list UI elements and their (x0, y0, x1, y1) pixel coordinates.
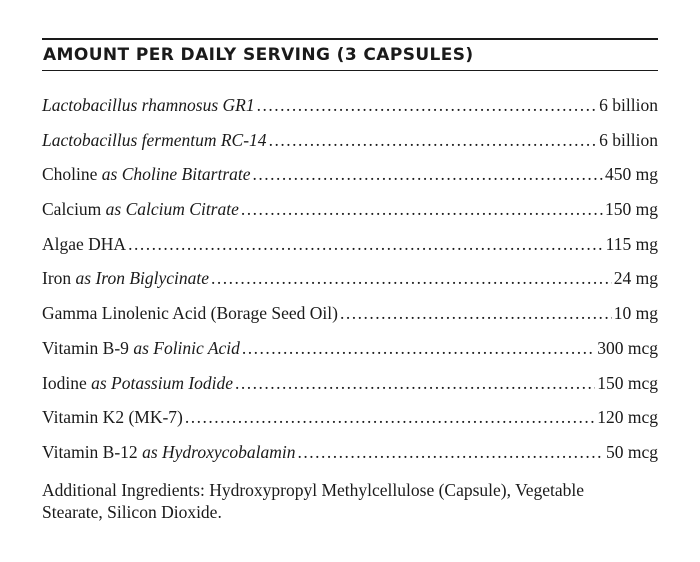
ingredient-name: Vitamin B-9 as Folinic Acid (42, 337, 240, 358)
ingredient-name: Vitamin B-12 as Hydroxycobalamin (42, 441, 296, 462)
ingredient-amount: 50 mcg (605, 441, 658, 462)
ingredient-name: Algae DHA (42, 233, 127, 254)
ingredient-name: Lactobacillus fermentum RC-14 (42, 129, 267, 150)
ingredient-row (42, 234, 658, 269)
serving-heading: AMOUNT PER DAILY SERVING (3 CAPSULES) (43, 45, 474, 65)
additional-ingredients: Additional Ingredients: Hydroxypropyl Methylcellulose (Capsule), Vegetable Stearate, Silicon Dioxide. (42, 479, 585, 522)
ingredient-row (42, 268, 658, 303)
dot-leader (257, 95, 598, 116)
ingredient-name: Vitamin K2 (MK-7) (42, 407, 183, 428)
ingredient-row (42, 130, 658, 165)
dot-leader (241, 199, 603, 220)
ingredient-amount: 120 mcg (597, 407, 658, 428)
dot-leader (297, 442, 604, 463)
dot-leader (242, 338, 595, 359)
ingredient-name: Lactobacillus rhamnosus GR1 (42, 95, 255, 115)
supplement-facts-panel (42, 38, 658, 523)
ingredient-row (42, 442, 658, 477)
ingredient-row (42, 303, 658, 338)
dot-leader (128, 234, 604, 255)
ingredient-name: Calcium as Calcium Citrate (42, 199, 239, 220)
ingredient-name: Iodine as Potassium Iodide (42, 372, 234, 393)
dot-leader (235, 373, 595, 394)
ingredient-row (42, 373, 658, 408)
ingredient-row (42, 338, 658, 373)
ingredient-amount: 6 billion (599, 95, 658, 115)
ingredient-amount: 24 mg (613, 268, 658, 289)
ingredient-amount: 300 mcg (597, 337, 658, 358)
ingredient-row (42, 164, 658, 199)
dot-leader (253, 164, 603, 185)
ingredient-amount: 115 mg (605, 233, 658, 254)
ingredient-amount: 150 mg (605, 199, 658, 220)
ingredient-amount: 10 mg (613, 303, 658, 324)
ingredient-name: Choline as Choline Bitartrate (42, 164, 251, 185)
dot-leader (269, 130, 598, 151)
dot-leader (211, 268, 612, 289)
ingredient-row (42, 95, 658, 130)
ingredient-name: Iron as Iron Biglycinate (42, 268, 210, 289)
dot-leader (340, 303, 612, 324)
dot-leader (185, 407, 595, 428)
ingredient-row (42, 199, 658, 234)
ingredient-row (42, 407, 658, 442)
heading-rule (42, 70, 658, 71)
ingredient-amount: 150 mcg (597, 372, 658, 393)
ingredient-amount: 6 billion (599, 129, 658, 150)
ingredient-name: Gamma Linolenic Acid (Borage Seed Oil) (42, 303, 338, 324)
ingredient-list (42, 95, 658, 477)
ingredient-amount: 450 mg (605, 164, 658, 185)
